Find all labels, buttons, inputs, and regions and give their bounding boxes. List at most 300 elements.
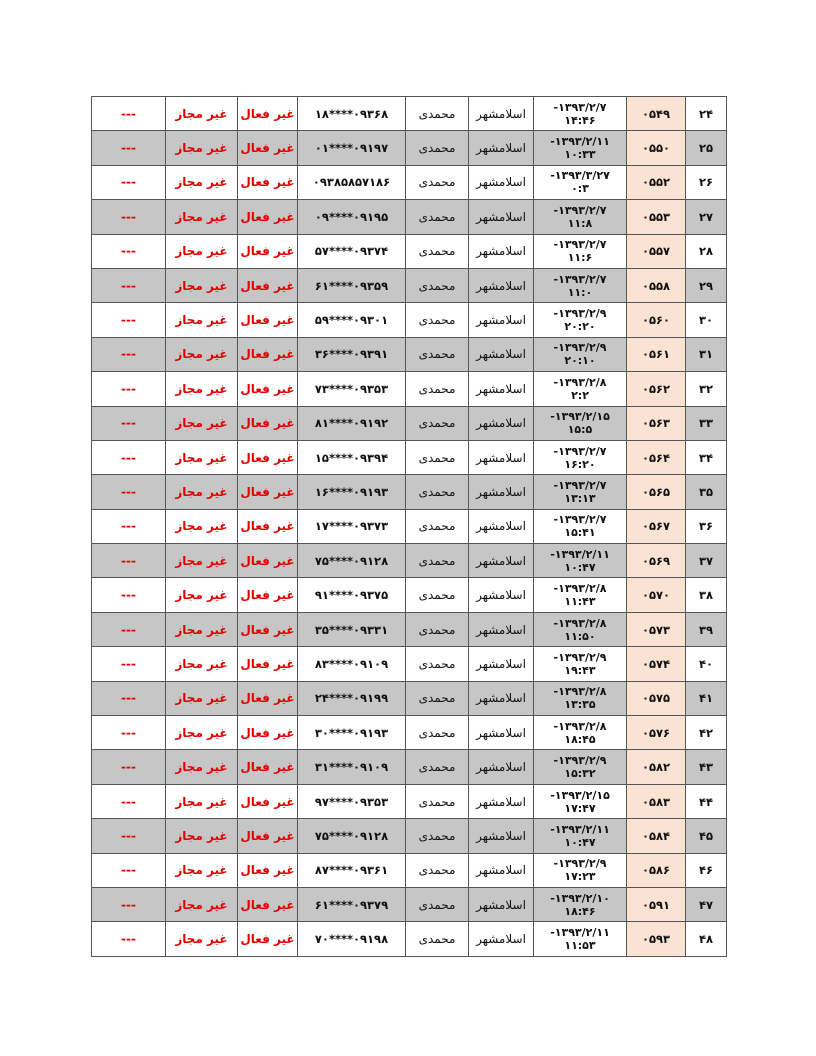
table-row [92,887,727,921]
status-inactive-cell: غیر فعال [238,853,298,887]
extra-cell: --- [92,887,166,921]
status-unauthorized-cell: غیر مجاز [166,234,238,268]
status-unauthorized-cell: غیر مجاز [166,440,238,474]
record-datetime [534,372,627,406]
phone-cell: ۰۹۱۰۹****۸۳ [298,647,406,681]
record-code: ۰۵۷۴ [627,647,686,681]
record-time: ۱۰:۴۷ [564,835,596,849]
phone-cell: ۰۹۳۳۱****۳۵ [298,612,406,646]
extra-cell: --- [92,681,166,715]
status-inactive-cell: غیر فعال [238,750,298,784]
city-cell: اسلامشهر [469,440,534,474]
record-time: ۲۰:۲۰ [564,320,596,334]
city-cell: اسلامشهر [469,97,534,131]
record-code: ۰۵۵۳ [627,200,686,234]
record-datetime [534,578,627,612]
row-index: ۴۳ [686,750,727,784]
extra-cell: --- [92,234,166,268]
record-datetime [534,131,627,165]
record-datetime [534,887,627,921]
status-inactive-cell: غیر فعال [238,887,298,921]
record-code: ۰۵۹۳ [627,922,686,956]
table-row [92,784,727,818]
phone-cell: ۰۹۳۵۳****۹۷ [298,784,406,818]
city-cell: اسلامشهر [469,131,534,165]
row-index: ۳۳ [686,406,727,440]
surname-cell: محمدی [406,337,469,371]
record-date: ۱۳۹۳/۳/۲۷- [550,169,610,183]
record-date: ۱۳۹۳/۲/۸- [553,375,607,389]
record-code: ۰۵۶۷ [627,509,686,543]
city-cell: اسلامشهر [469,234,534,268]
city-cell: اسلامشهر [469,337,534,371]
surname-cell: محمدی [406,509,469,543]
record-time: ۲:۲ [571,388,589,402]
status-unauthorized-cell: غیر مجاز [166,544,238,578]
phone-cell: ۰۹۳۸۵۸۵۷۱۸۶ [298,165,406,199]
extra-cell: --- [92,372,166,406]
extra-cell: --- [92,716,166,750]
table-row [92,268,727,302]
record-time: ۱۶:۲۰ [564,457,596,471]
table-row [92,544,727,578]
row-index: ۴۶ [686,853,727,887]
phone-cell: ۰۹۱۰۹****۳۱ [298,750,406,784]
extra-cell: --- [92,578,166,612]
extra-cell: --- [92,200,166,234]
phone-cell: ۰۹۳۶۱****۸۷ [298,853,406,887]
extra-cell: --- [92,303,166,337]
record-time: ۱۷:۲۳ [564,870,596,884]
record-time: ۰:۳ [571,182,589,196]
record-datetime [534,440,627,474]
record-time: ۱۱:۶ [567,251,593,265]
record-code: ۰۵۶۵ [627,475,686,509]
status-inactive-cell: غیر فعال [238,784,298,818]
status-unauthorized-cell: غیر مجاز [166,200,238,234]
city-cell: اسلامشهر [469,819,534,853]
phone-cell: ۰۹۱۲۸****۷۵ [298,819,406,853]
row-index: ۳۲ [686,372,727,406]
record-time: ۱۱:۸ [567,216,593,230]
extra-cell: --- [92,922,166,956]
phone-cell: ۰۹۳۷۴****۵۷ [298,234,406,268]
record-datetime [534,681,627,715]
record-time: ۱۳:۱۳ [564,491,596,505]
row-index: ۳۶ [686,509,727,543]
status-unauthorized-cell: غیر مجاز [166,97,238,131]
record-date: ۱۳۹۳/۲/۱۱- [550,926,610,940]
status-unauthorized-cell: غیر مجاز [166,922,238,956]
record-datetime [534,234,627,268]
extra-cell: --- [92,853,166,887]
surname-cell: محمدی [406,406,469,440]
record-date: ۱۳۹۳/۲/۷- [553,100,607,114]
row-index: ۲۸ [686,234,727,268]
table-row [92,475,727,509]
status-unauthorized-cell: غیر مجاز [166,578,238,612]
record-time: ۱۷:۴۷ [564,801,596,815]
record-code: ۰۵۵۷ [627,234,686,268]
record-datetime [534,268,627,302]
status-unauthorized-cell: غیر مجاز [166,475,238,509]
extra-cell: --- [92,819,166,853]
city-cell: اسلامشهر [469,406,534,440]
phone-cell: ۰۹۳۵۳****۷۳ [298,372,406,406]
status-unauthorized-cell: غیر مجاز [166,268,238,302]
status-unauthorized-cell: غیر مجاز [166,887,238,921]
table-row [92,440,727,474]
phone-cell: ۰۹۱۹۲****۸۱ [298,406,406,440]
status-unauthorized-cell: غیر مجاز [166,612,238,646]
city-cell: اسلامشهر [469,544,534,578]
record-code: ۰۵۶۴ [627,440,686,474]
record-datetime [534,200,627,234]
status-unauthorized-cell: غیر مجاز [166,750,238,784]
row-index: ۴۵ [686,819,727,853]
record-code: ۰۵۸۲ [627,750,686,784]
record-code: ۰۵۷۵ [627,681,686,715]
row-index: ۲۶ [686,165,727,199]
status-unauthorized-cell: غیر مجاز [166,819,238,853]
phone-cell: ۰۹۱۹۷****۰۱ [298,131,406,165]
status-unauthorized-cell: غیر مجاز [166,372,238,406]
table-row [92,750,727,784]
status-inactive-cell: غیر فعال [238,578,298,612]
city-cell: اسلامشهر [469,922,534,956]
record-date: ۱۳۹۳/۲/۸- [553,582,607,596]
row-index: ۳۱ [686,337,727,371]
record-datetime [534,819,627,853]
row-index: ۳۴ [686,440,727,474]
row-index: ۳۸ [686,578,727,612]
record-time: ۱۴:۴۶ [564,113,596,127]
status-unauthorized-cell: غیر مجاز [166,716,238,750]
row-index: ۲۷ [686,200,727,234]
status-inactive-cell: غیر فعال [238,922,298,956]
record-datetime [534,475,627,509]
phone-cell: ۰۹۳۰۱****۵۹ [298,303,406,337]
surname-cell: محمدی [406,165,469,199]
city-cell: اسلامشهر [469,509,534,543]
status-inactive-cell: غیر فعال [238,165,298,199]
status-inactive-cell: غیر فعال [238,337,298,371]
record-date: ۱۳۹۳/۲/۸- [553,685,607,699]
phone-cell: ۰۹۱۹۳****۳۰ [298,716,406,750]
record-datetime [534,853,627,887]
phone-cell: ۰۹۱۹۹****۲۴ [298,681,406,715]
record-code: ۰۵۸۳ [627,784,686,818]
record-datetime [534,544,627,578]
row-index: ۳۷ [686,544,727,578]
surname-cell: محمدی [406,887,469,921]
surname-cell: محمدی [406,716,469,750]
record-datetime [534,612,627,646]
record-date: ۱۳۹۳/۲/۹- [553,754,607,768]
city-cell: اسلامشهر [469,165,534,199]
row-index: ۳۵ [686,475,727,509]
record-datetime [534,97,627,131]
row-index: ۲۴ [686,97,727,131]
record-time: ۱۱:۵۰ [564,629,596,643]
extra-cell: --- [92,97,166,131]
surname-cell: محمدی [406,200,469,234]
phone-cell: ۰۹۳۷۳****۱۷ [298,509,406,543]
phone-cell: ۰۹۳۵۹****۶۱ [298,268,406,302]
city-cell: اسلامشهر [469,303,534,337]
record-time: ۲۰:۱۰ [564,354,596,368]
row-index: ۳۹ [686,612,727,646]
status-unauthorized-cell: غیر مجاز [166,165,238,199]
phone-cell: ۰۹۱۲۸****۷۵ [298,544,406,578]
surname-cell: محمدی [406,750,469,784]
record-time: ۱۱:۰ [567,285,593,299]
status-inactive-cell: غیر فعال [238,268,298,302]
table-row [92,165,727,199]
city-cell: اسلامشهر [469,647,534,681]
row-index: ۳۰ [686,303,727,337]
record-time: ۱۱:۴۳ [564,595,596,609]
record-date: ۱۳۹۳/۲/۱۰- [550,891,610,905]
table-row [92,200,727,234]
surname-cell: محمدی [406,819,469,853]
record-code: ۰۵۶۳ [627,406,686,440]
extra-cell: --- [92,475,166,509]
record-time: ۱۵:۳۲ [564,767,596,781]
surname-cell: محمدی [406,853,469,887]
record-datetime [534,303,627,337]
extra-cell: --- [92,784,166,818]
phone-cell: ۰۹۳۷۹****۶۱ [298,887,406,921]
status-unauthorized-cell: غیر مجاز [166,131,238,165]
record-date: ۱۳۹۳/۲/۱۵- [550,410,610,424]
record-code: ۰۵۶۲ [627,372,686,406]
table-row [92,97,727,131]
record-datetime [534,509,627,543]
surname-cell: محمدی [406,440,469,474]
status-inactive-cell: غیر فعال [238,716,298,750]
table-row [92,234,727,268]
status-inactive-cell: غیر فعال [238,475,298,509]
extra-cell: --- [92,337,166,371]
row-index: ۴۱ [686,681,727,715]
surname-cell: محمدی [406,131,469,165]
row-index: ۴۴ [686,784,727,818]
extra-cell: --- [92,131,166,165]
status-unauthorized-cell: غیر مجاز [166,337,238,371]
city-cell: اسلامشهر [469,372,534,406]
record-date: ۱۳۹۳/۲/۸- [553,616,607,630]
record-date: ۱۳۹۳/۲/۹- [553,341,607,355]
table-row [92,922,727,956]
status-inactive-cell: غیر فعال [238,612,298,646]
table-row [92,406,727,440]
record-code: ۰۵۵۰ [627,131,686,165]
status-inactive-cell: غیر فعال [238,234,298,268]
table-row [92,819,727,853]
surname-cell: محمدی [406,612,469,646]
phone-cell: ۰۹۳۶۸****۱۸ [298,97,406,131]
record-datetime [534,716,627,750]
record-code: ۰۵۷۳ [627,612,686,646]
row-index: ۲۹ [686,268,727,302]
record-code: ۰۵۷۶ [627,716,686,750]
surname-cell: محمدی [406,647,469,681]
table-row [92,509,727,543]
extra-cell: --- [92,406,166,440]
surname-cell: محمدی [406,234,469,268]
extra-cell: --- [92,440,166,474]
row-index: ۲۵ [686,131,727,165]
record-time: ۱۰:۴۷ [564,560,596,574]
record-date: ۱۳۹۳/۲/۱۵- [550,788,610,802]
record-date: ۱۳۹۳/۲/۹- [553,857,607,871]
status-inactive-cell: غیر فعال [238,509,298,543]
city-cell: اسلامشهر [469,750,534,784]
table-row [92,647,727,681]
record-time: ۱۰:۳۳ [564,148,596,162]
status-unauthorized-cell: غیر مجاز [166,853,238,887]
phone-cell: ۰۹۱۹۳****۱۶ [298,475,406,509]
phone-cell: ۰۹۳۹۱****۳۶ [298,337,406,371]
table-row [92,303,727,337]
surname-cell: محمدی [406,784,469,818]
row-index: ۴۰ [686,647,727,681]
record-time: ۱۵:۴۱ [564,526,596,540]
table-row [92,612,727,646]
phone-cell: ۰۹۳۷۵****۹۱ [298,578,406,612]
table-row [92,716,727,750]
status-inactive-cell: غیر فعال [238,681,298,715]
record-date: ۱۳۹۳/۲/۷- [553,478,607,492]
city-cell: اسلامشهر [469,475,534,509]
record-time: ۱۹:۴۳ [564,663,596,677]
city-cell: اسلامشهر [469,578,534,612]
status-inactive-cell: غیر فعال [238,200,298,234]
status-unauthorized-cell: غیر مجاز [166,303,238,337]
surname-cell: محمدی [406,303,469,337]
extra-cell: --- [92,612,166,646]
extra-cell: --- [92,509,166,543]
surname-cell: محمدی [406,97,469,131]
city-cell: اسلامشهر [469,268,534,302]
status-unauthorized-cell: غیر مجاز [166,784,238,818]
record-date: ۱۳۹۳/۲/۷- [553,203,607,217]
record-datetime [534,922,627,956]
record-code: ۰۵۶۱ [627,337,686,371]
extra-cell: --- [92,750,166,784]
record-code: ۰۵۷۰ [627,578,686,612]
extra-cell: --- [92,647,166,681]
table-row [92,372,727,406]
city-cell: اسلامشهر [469,681,534,715]
records-body [92,97,727,957]
status-inactive-cell: غیر فعال [238,819,298,853]
status-unauthorized-cell: غیر مجاز [166,647,238,681]
record-datetime [534,750,627,784]
record-date: ۱۳۹۳/۲/۷- [553,238,607,252]
table-row [92,578,727,612]
record-date: ۱۳۹۳/۲/۹- [553,307,607,321]
record-date: ۱۳۹۳/۲/۷- [553,444,607,458]
row-index: ۴۷ [686,887,727,921]
status-unauthorized-cell: غیر مجاز [166,681,238,715]
city-cell: اسلامشهر [469,716,534,750]
record-date: ۱۳۹۳/۲/۱۱- [550,547,610,561]
record-datetime [534,165,627,199]
record-date: ۱۳۹۳/۲/۷- [553,272,607,286]
phone-cell: ۰۹۳۹۴****۱۵ [298,440,406,474]
record-code: ۰۵۶۹ [627,544,686,578]
table-row [92,131,727,165]
records-table [91,96,727,957]
extra-cell: --- [92,544,166,578]
surname-cell: محمدی [406,544,469,578]
surname-cell: محمدی [406,372,469,406]
surname-cell: محمدی [406,578,469,612]
extra-cell: --- [92,165,166,199]
record-code: ۰۵۹۱ [627,887,686,921]
table-row [92,681,727,715]
record-code: ۰۵۶۰ [627,303,686,337]
row-index: ۴۸ [686,922,727,956]
record-datetime [534,337,627,371]
record-time: ۱۱:۵۳ [564,939,596,953]
surname-cell: محمدی [406,475,469,509]
record-date: ۱۳۹۳/۲/۱۱- [550,135,610,149]
city-cell: اسلامشهر [469,887,534,921]
record-date: ۱۳۹۳/۲/۹- [553,650,607,664]
status-inactive-cell: غیر فعال [238,372,298,406]
record-time: ۱۸:۴۵ [564,732,596,746]
record-datetime [534,784,627,818]
record-time: ۱۵:۵ [567,423,593,437]
table-row [92,337,727,371]
record-code: ۰۵۵۸ [627,268,686,302]
extra-cell: --- [92,268,166,302]
record-code: ۰۵۸۴ [627,819,686,853]
surname-cell: محمدی [406,268,469,302]
status-inactive-cell: غیر فعال [238,97,298,131]
record-date: ۱۳۹۳/۲/۷- [553,513,607,527]
surname-cell: محمدی [406,681,469,715]
status-unauthorized-cell: غیر مجاز [166,406,238,440]
record-datetime [534,647,627,681]
surname-cell: محمدی [406,922,469,956]
record-date: ۱۳۹۳/۲/۱۱- [550,822,610,836]
status-inactive-cell: غیر فعال [238,544,298,578]
status-inactive-cell: غیر فعال [238,440,298,474]
row-index: ۴۲ [686,716,727,750]
city-cell: اسلامشهر [469,853,534,887]
record-code: ۰۵۸۶ [627,853,686,887]
status-inactive-cell: غیر فعال [238,303,298,337]
status-inactive-cell: غیر فعال [238,406,298,440]
phone-cell: ۰۹۱۹۵****۰۹ [298,200,406,234]
status-inactive-cell: غیر فعال [238,647,298,681]
city-cell: اسلامشهر [469,200,534,234]
record-time: ۱۳:۳۵ [564,698,596,712]
table-row [92,853,727,887]
record-datetime [534,406,627,440]
record-time: ۱۸:۴۶ [564,904,596,918]
record-date: ۱۳۹۳/۲/۸- [553,719,607,733]
status-unauthorized-cell: غیر مجاز [166,509,238,543]
phone-cell: ۰۹۱۹۸****۷۰ [298,922,406,956]
record-code: ۰۵۴۹ [627,97,686,131]
city-cell: اسلامشهر [469,784,534,818]
city-cell: اسلامشهر [469,612,534,646]
